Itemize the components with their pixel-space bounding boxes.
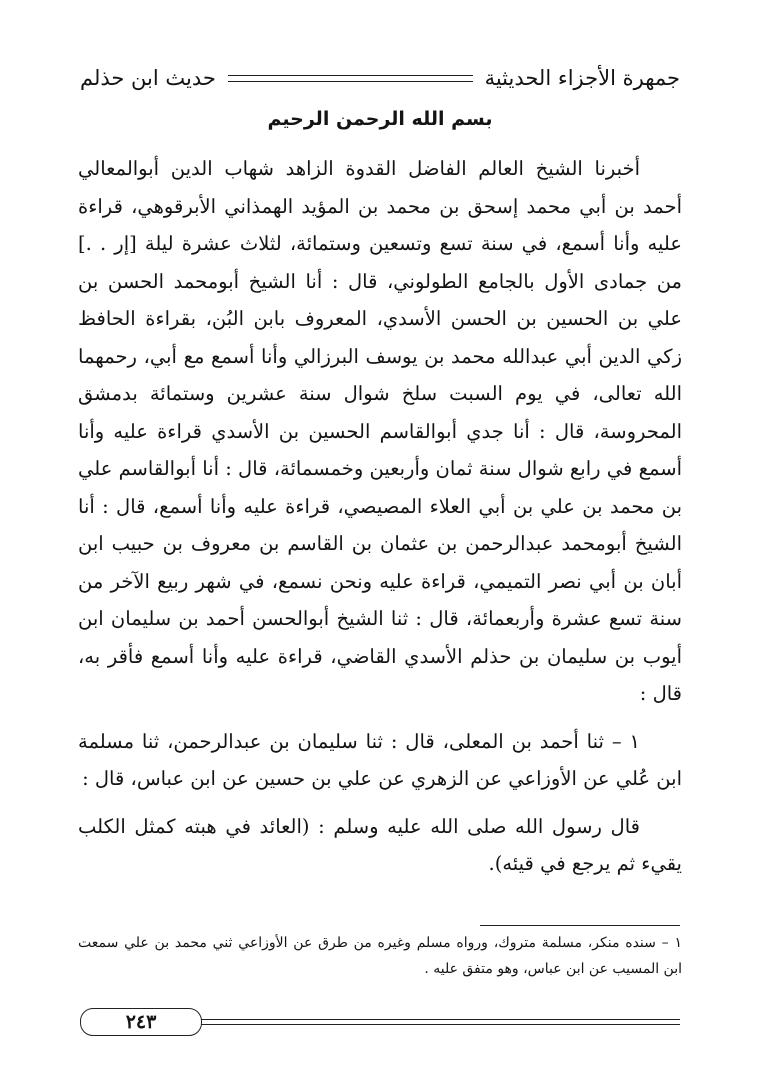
page-number-frame	[80, 1008, 202, 1036]
footer-double-rule	[200, 1019, 680, 1025]
part-title: حديث ابن حذلم	[80, 66, 216, 90]
header-double-rule	[228, 75, 473, 82]
page-footer	[80, 1008, 680, 1036]
hadith-chain: ثنا أحمد بن المعلى، قال : ثنا سليمان بن عبدالرحمن، ثنا مسلمة ابن عُلي عن الأوزاعي عن الزهري عن علي بن حسين عن ابن عباس، قال :	[78, 729, 682, 790]
hadith-1-text: قال رسول الله صلى الله عليه وسلم : (العائد في هبته كمثل الكلب يقيء ثم يرجع في قيئه).	[78, 814, 682, 875]
main-text	[78, 150, 682, 883]
hadith-number: ١ –	[611, 729, 641, 753]
hadith-1-chain-paragraph	[78, 723, 682, 798]
page-number: ٢٤٣	[125, 1011, 157, 1033]
running-header	[80, 58, 680, 98]
book-title: جمهرة الأجزاء الحديثية	[484, 66, 680, 90]
isnad-paragraph: أخبرنا الشيخ العالم الفاضل القدوة الزاهد شهاب الدين أبوالمعالي أحمد بن أبي محمد إسحق بن محمد بن المؤيد الهمذاني الأبرقوهي، قراءة عليه وأنا أسمع، في سنة تسع وتسعين وستمائة، لثلاث عشرة ليلة [إر . .] من جمادى الأول بالجامع الطولوني، قال : أنا الشيخ أبومحمد الحسن بن علي بن الحسين بن الحسن الأسدي، المعروف بابن البُن، بقراءة الحافظ زكي الدين أبي عبدالله محمد بن يوسف البرزالي وأنا أسمع مع أبي، رحمهما الله تعالى، في يوم السبت سلخ شوال سنة عشرين وستمائة بدمشق المحروسة، قال : أنا جدي أبوالقاسم الحسين بن الأسدي قراءة عليه وأنا أسمع في رابع شوال سنة ثمان وأربعين وخمسمائة، قال : أنا أبوالقاسم علي بن محمد بن علي بن أبي العلاء المصيصي، قراءة عليه وأنا أسمع، قال : أنا الشيخ أبومحمد عبدالرحمن بن عثمان بن القاسم بن معروف بن حبيب ابن أبان بن أبي نصر التميمي، قراءة عليه ونحن نسمع، في شهر ربيع الآخر من سنة تسع عشرة وأربعمائة، قال : ثنا الشيخ أبوالحسن أحمد بن سليمان ابن أيوب بن سليمان بن حذلم الأسدي القاضي، قراءة عليه وأنا أسمع فأقر به، قال :	[78, 157, 682, 705]
footnotes	[78, 930, 682, 982]
footnote-separator	[480, 925, 680, 926]
footnote-1: ١ – سنده منكر، مسلمة متروك، ورواه مسلم وغيره من طرق عن الأوزاعي ثني محمد بن علي سمعت ابن المسيب عن ابن عباس، وهو متفق عليه .	[78, 935, 682, 977]
basmala: بسم الله الرحمن الرحيم	[267, 108, 493, 130]
